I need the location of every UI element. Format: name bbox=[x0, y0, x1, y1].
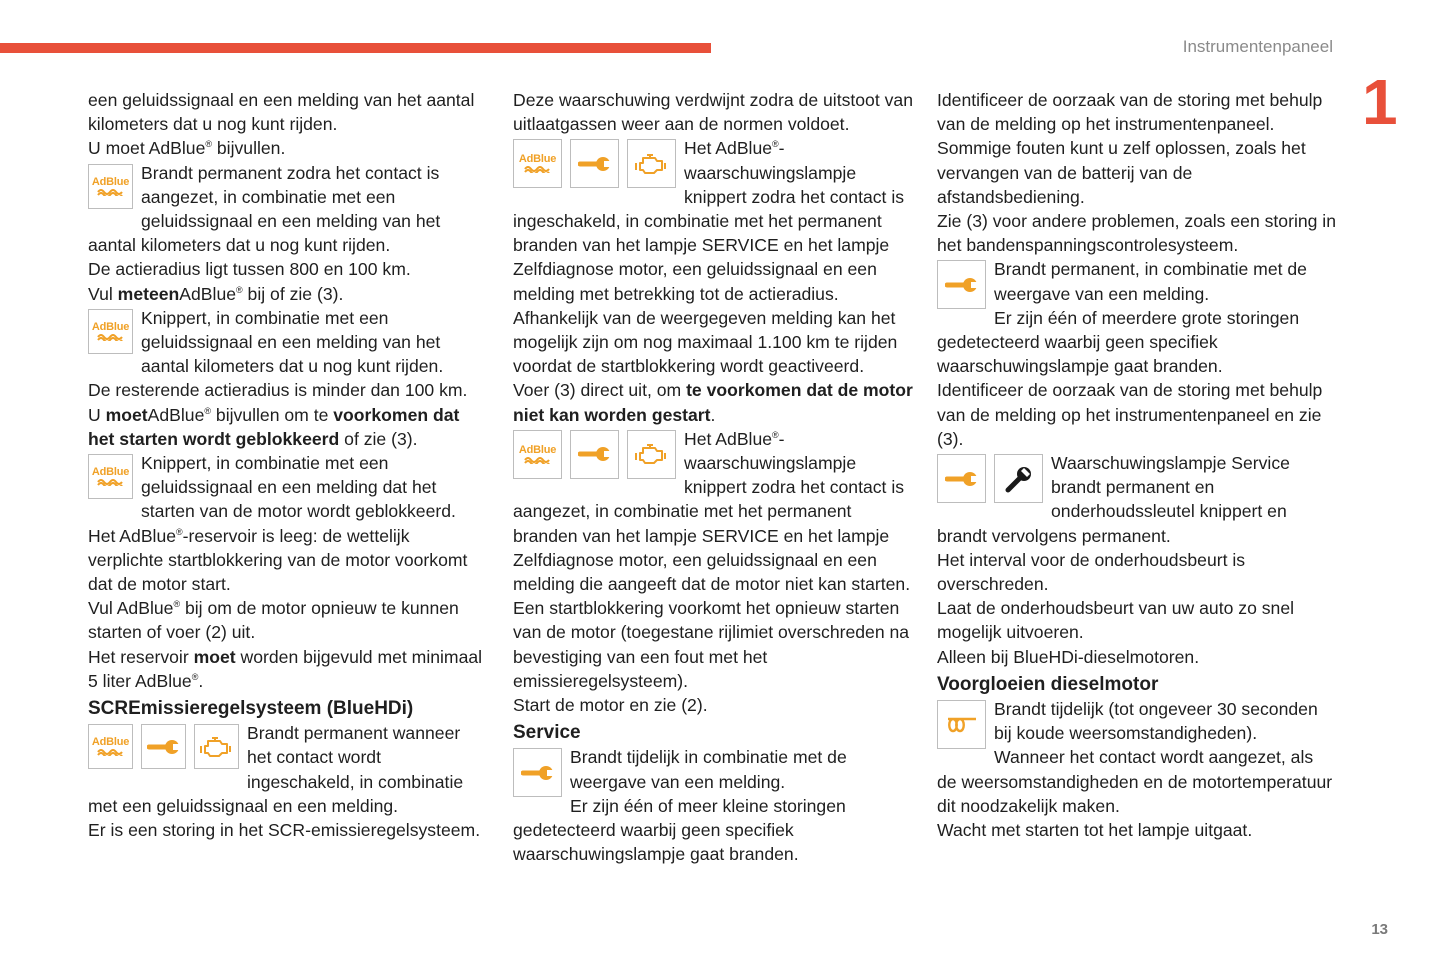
chapter-number: 1 bbox=[1362, 66, 1398, 138]
paragraph: Het reservoir moet worden bijgevuld met minimaal 5 liter AdBlue®. bbox=[88, 646, 483, 691]
page-number: 13 bbox=[1371, 921, 1388, 938]
paragraph: Het interval voor de onderhoudsbeurt is overschreden. bbox=[937, 549, 1246, 595]
paragraph: Alleen bij BlueHDi-dieselmotoren. bbox=[937, 646, 1200, 667]
paragraph: Zie (3) voor andere problemen, zoals een storing in het bandenspanningscontrolesysteem. bbox=[937, 211, 1337, 256]
adblue-icon: AdBlue bbox=[88, 724, 133, 769]
paragraph: een geluidssignaal en een melding van het aantal kilometers dat u nog kunt rijden. bbox=[88, 90, 475, 135]
paragraph: De actieradius ligt tussen 800 en 100 km. bbox=[88, 259, 411, 280]
adblue-icon: AdBlue bbox=[88, 164, 133, 209]
paragraph: Er is een storing in het SCR-emissieregelsysteem. bbox=[88, 820, 481, 841]
engine-icon bbox=[194, 724, 239, 769]
heading: Service bbox=[513, 722, 581, 744]
column-1 bbox=[88, 88, 488, 842]
header-accent-bar bbox=[0, 43, 711, 53]
service-key-icon bbox=[994, 454, 1043, 503]
paragraph: Afhankelijk van de weergegeven melding kan het mogelijk zijn om nog maximaal 1.100 km te rijden voordat de startblokkering wordt geactiveerd. bbox=[513, 307, 898, 377]
warning-block: AdBlue Het AdBlue®-waarschuwingslampje knippert zodra het contact is ingeschakeld, in combinatie met het permanent branden van het lampje SERVICE en het lampje Zelfdiagnose motor, een geluidssignaal en een melding met betrekking tot de actieradius. bbox=[513, 138, 905, 304]
paragraph: De resterende actieradius is minder dan 100 km. bbox=[88, 380, 468, 401]
wrench-icon bbox=[513, 748, 562, 797]
adblue-icon: AdBlue bbox=[88, 309, 133, 354]
warning-block: Brandt tijdelijk in combinatie met de weergave van een melding. bbox=[513, 745, 913, 793]
preheating-coil-icon bbox=[937, 700, 986, 749]
engine-icon bbox=[627, 430, 676, 479]
paragraph: Laat de onderhoudsbeurt van uw auto zo snel mogelijk uitvoeren. bbox=[937, 598, 1295, 643]
paragraph: Wanneer het contact wordt aangezet, als de weersomstandigheden en de motortemperatuur dit noodzakelijk maken. bbox=[937, 747, 1333, 816]
paragraph: Start de motor en zie (2). bbox=[513, 695, 708, 716]
paragraph: Wacht met starten tot het lampje uitgaat. bbox=[937, 820, 1253, 841]
paragraph: Identificeer de oorzaak van de storing met behulp van de melding op het instrumentenpaneel. bbox=[937, 90, 1323, 135]
warning-block: AdBlue Brandt permanent wanneer het contact wordt ingeschakeld, in combinatie met een geluidssignaal en een melding. bbox=[88, 723, 464, 816]
warning-block: Waarschuwingslampje Service brandt permanent en onderhoudssleutel knippert en brandt vervolgens permanent. bbox=[937, 453, 1290, 546]
adblue-icon: AdBlue bbox=[513, 139, 562, 188]
column-3 bbox=[937, 88, 1337, 842]
paragraph: Een startblokkering voorkomt het opnieuw starten van de motor (toegestane rijlimiet overschreden na bevestiging van een fout met het emissieregelsysteem). bbox=[513, 598, 910, 691]
heading: Voorgloeien dieselmotor bbox=[937, 673, 1159, 695]
warning-block: AdBlue Brandt permanent zodra het contact is aangezet, in combinatie met een geluidssignaal en een melding van het aantal kilometers dat u nog kunt rijden. bbox=[88, 162, 441, 256]
wrench-icon bbox=[570, 430, 619, 479]
paragraph: Sommige fouten kunt u zelf oplossen, zoals het vervangen van de batterij van de afstandsbediening. bbox=[937, 138, 1306, 207]
wrench-icon bbox=[937, 454, 986, 503]
section-title: Instrumentenpaneel bbox=[1182, 37, 1333, 56]
column-2 bbox=[513, 88, 913, 867]
paragraph: Er zijn één of meerdere grote storingen gedetecteerd waarbij geen specifiek waarschuwingslampje gaat branden. bbox=[937, 307, 1300, 377]
warning-block: Brandt permanent, in combinatie met de weergave van een melding. bbox=[937, 257, 1337, 305]
paragraph: Identificeer de oorzaak van de storing met behulp van de melding op het instrumentenpaneel en zie (3). bbox=[937, 380, 1323, 449]
paragraph: U moetAdBlue® bijvullen om te voorkomen dat het starten wordt geblokkeerd of zie (3). bbox=[88, 404, 460, 449]
wrench-icon bbox=[570, 139, 619, 188]
adblue-icon: AdBlue bbox=[88, 454, 133, 499]
paragraph: Vul AdBlue® bij om de motor opnieuw te kunnen starten of voer (2) uit. bbox=[88, 598, 459, 643]
paragraph: Deze waarschuwing verdwijnt zodra de uitstoot van uitlaatgassen weer aan de normen voldoet. bbox=[513, 90, 913, 135]
warning-block: AdBlue Knippert, in combinatie met een geluidssignaal en een melding dat het starten van de motor wordt geblokkeerd. bbox=[88, 451, 488, 524]
heading: SCREmissieregelsysteem (BlueHDi) bbox=[88, 698, 414, 720]
engine-icon bbox=[627, 139, 676, 188]
warning-block: AdBlue Het AdBlue®-waarschuwingslampje knippert zodra het contact is aangezet, in combinatie met het permanent branden van het lampje SERVICE en het lampje Zelfdiagnose motor, een geluidssignaal en een melding die aangeeft dat de motor niet kan starten. bbox=[513, 428, 911, 595]
wrench-icon bbox=[937, 260, 986, 309]
wrench-icon bbox=[141, 724, 186, 769]
paragraph: Het AdBlue®-reservoir is leeg: de wettelijk verplichte startblokkering van de motor voorkomt dat de motor start. bbox=[88, 525, 468, 595]
adblue-icon: AdBlue bbox=[513, 430, 562, 479]
paragraph: Er zijn één of meer kleine storingen gedetecteerd waarbij geen specifiek waarschuwingslampje gaat branden. bbox=[513, 795, 846, 865]
paragraph: U moet AdBlue® bijvullen. bbox=[88, 138, 286, 159]
warning-block: AdBlue Knippert, in combinatie met een geluidssignaal en een melding van het aantal kilometers dat u nog kunt rijden. bbox=[88, 306, 488, 379]
warning-block: Brandt tijdelijk (tot ongeveer 30 seconden bij koude weersomstandigheden). bbox=[937, 697, 1337, 745]
paragraph: Voer (3) direct uit, om te voorkomen dat de motor niet kan worden gestart. bbox=[513, 380, 913, 425]
paragraph: Vul meteenAdBlue® bij of zie (3). bbox=[88, 283, 344, 304]
